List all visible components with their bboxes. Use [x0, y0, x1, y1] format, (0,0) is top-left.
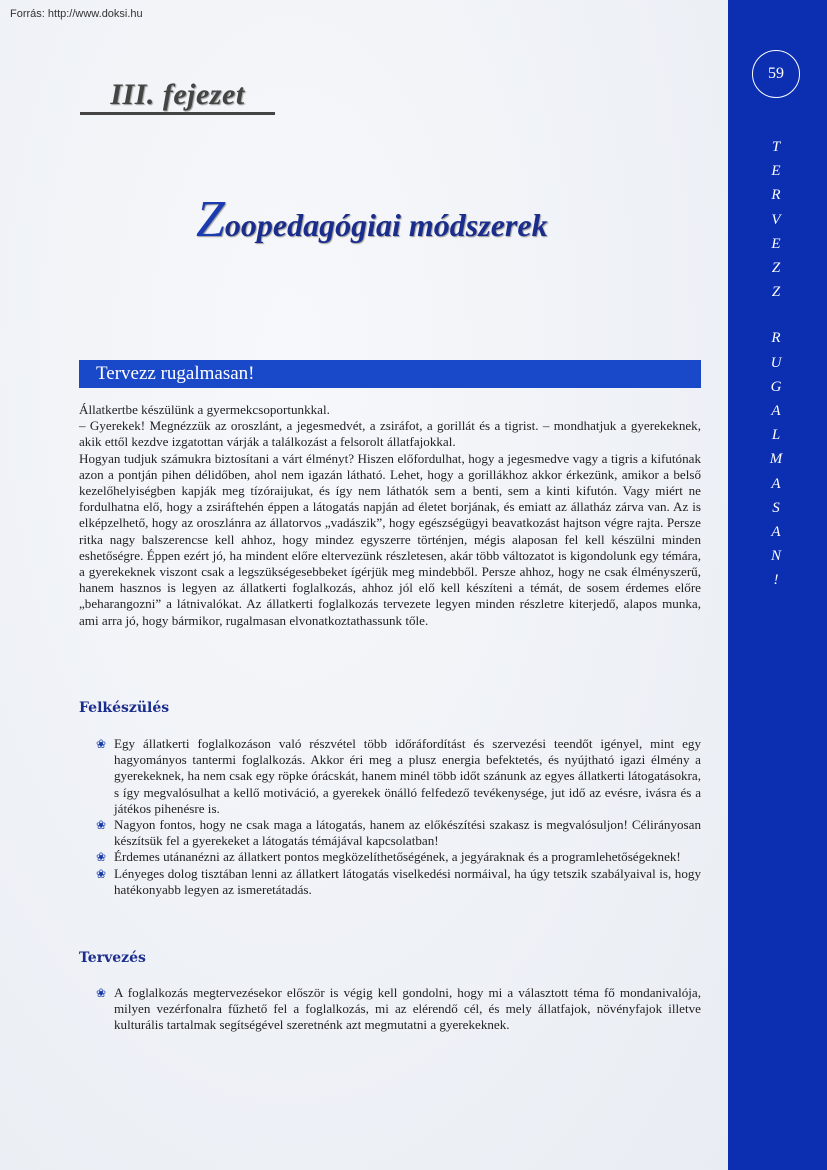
sidebar-letter: E [771, 163, 781, 180]
source-label: Forrás: http://www.doksi.hu [10, 8, 143, 20]
list-item-text: Lényeges dolog tisztában lenni az állatkert látogatás viselkedési normáival, ha úgy tetszik szabályaival is, hogy hatékonyabb legyen az ismeretátadás. [114, 865, 701, 897]
list-item [96, 849, 701, 865]
intro-text [79, 402, 701, 629]
intro-paragraph: Állatkertbe készülünk a gyermekcsoportunkkal. [79, 402, 330, 417]
sidebar-letter: A [771, 403, 781, 419]
sidebar-letter: U [770, 354, 782, 371]
section-bar [79, 360, 701, 388]
page-title [196, 190, 548, 249]
flower-bullet-icon: ❀ [96, 818, 107, 833]
intro-paragraph: Hogyan tudjuk számukra biztosítani a várt élményt? Hiszen előfordulhat, hogy a jegesmedve vagy a tigris a kifutónak azon a pontján pihen délidőben, ahol nem igazán látható. Lehet, hogy a gorillákhoz akkor érkezünk, amikor a belső kezelőhelyiségben kapják meg tízóraijukat, és így nem láthatók sem a benti, sem a kinti kifutón. Vagy miért ne fordulhatna elő, hogy a zsiráftehén éppen a látogatás napján ad életet borjának, és emiatt az állatház zárva van. Az is elképzelhető, hogy az oroszlánra az állatorvos „vadászik”, hogy egészségügyi beavatkozást hajtson végre rajta. Persze ritka nagy balszerencse kell ahhoz, hogy mindez egyszerre történjen, mégis alaposan fel kell készülni minden eshetőségre. Éppen ezért jó, ha mindent előre eltervezünk részletesen, akár több változatot is kigondolunk egy témára, a gyerekeknek viszont csak a legszükségesebbeket ígérjük meg mindebből. Persze ahhoz, hogy ne csak élményszerű, hanem hasznos is legyen az állatkerti foglalkozás, ahhoz jól elő kell készíteni a témát, de sosem érdemes előre „beharangozni” a látnivalókat. Az állatkerti foglalkozás tervezete legyen minden részletre kiterjedő, alapos munka, ami arra jó, hogy bármikor, rugalmasan elvonatkoztathassunk tőle. [79, 450, 701, 628]
flower-bullet-icon: ❀ [96, 986, 107, 1000]
felkeszules-list [96, 736, 701, 898]
flower-bullet-icon: ❀ [96, 866, 107, 881]
title-initial: Z [196, 191, 225, 248]
tervezes-list [96, 985, 701, 1034]
intro-paragraph: – Gyerekek! Megnézzük az oroszlánt, a jegesmedvét, a zsiráfot, a gorillát és a tigrist. – mondhatjuk a gyerekeknek, akik ettől kezdve izgatottan várják a találkozást a felsorolt állatfajokkal. [79, 418, 701, 450]
flower-bullet-icon: ❀ [96, 737, 107, 751]
sidebar-letter: E [771, 235, 781, 252]
sidebar-letter: Z [771, 260, 781, 276]
sidebar-letter: ! [773, 572, 779, 589]
list-item-text: Nagyon fontos, hogy ne csak maga a látogatás, hanem az előkészítési szakasz is megvalósuljon! Célirányosan készítsük fel a gyerekeket a látogatás témájával kapcsolatban! [114, 817, 701, 849]
sidebar-letter: G [770, 378, 782, 395]
section-title: Tervezz rugalmasan! [96, 363, 255, 384]
sidebar-letter: R [771, 187, 781, 204]
sidebar-letter: M [769, 451, 783, 468]
sidebar-letter: V [771, 211, 781, 228]
sidebar-letter: A [771, 524, 781, 540]
chapter-heading: III. fejezet [80, 78, 275, 115]
subsection-title-tervezes: Tervezés [79, 950, 146, 966]
list-item [96, 866, 701, 898]
list-item-text: Egy állatkerti foglalkozáson való részvétel több időráfordítást és szervezési teendőt igényel, mint egy hagyományos tantermi foglalkozás. Akkor éri meg a plusz energia befektetés, és nyújtható igazi élmény a gyerekeknek, ha nem csak egy röpke órácskát, hanem minél több időt szánunk az egyes állatkerti látogatásokra, s így megvalósulhat a kellő motiváció, a gyerekek önálló felfedező tevékenysége, jut idő az evésre, ivásra és a játékos pihenésre is. [114, 736, 701, 816]
sidebar-letter: S [772, 499, 780, 516]
title-rest: oopedagógiai módszerek [224, 207, 548, 243]
list-item [96, 736, 701, 817]
subsection-title-felkeszules: Felkészülés [79, 700, 170, 716]
sidebar-letter: L [771, 427, 781, 444]
list-item-text: A foglalkozás megtervezésekor először is végig kell gondolni, hogy mi a választott téma fő mondanivalója, milyen vezérfonalra fűzhető fel a foglalkozás, mi az elérendő cél, és mely állatfajok, növényfajok illetve kulturális tartalmak segítségével szeretnénk azt megmutatni a gyerekeknek. [114, 985, 701, 1033]
page-number: 59 [752, 50, 800, 98]
sidebar-letter: Z [771, 284, 781, 301]
list-item-text: Érdemes utánanézni az állatkert pontos megközelíthetőségének, a jegyáraknak és a programlehetőségeknek! [114, 849, 681, 865]
sidebar-letter: A [771, 475, 781, 492]
list-item [96, 985, 701, 1034]
sidebar-letter: N [770, 548, 781, 565]
sidebar-letter: R [771, 330, 781, 347]
flower-bullet-icon: ❀ [96, 850, 107, 865]
list-item [96, 817, 701, 849]
sidebar-letter: T [771, 139, 781, 155]
